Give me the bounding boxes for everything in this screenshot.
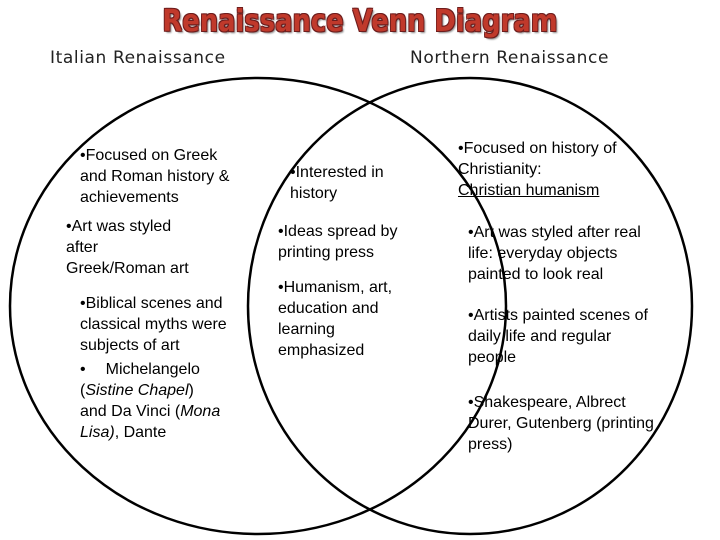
left-item-art-style: •Art was styled after Greek/Roman art (66, 218, 189, 277)
left-item-artists: • Michelangelo (Sistine Chapel) and Da Vinci (Mona Lisa), Dante (80, 361, 221, 441)
middle-item-history: •Interested in history (290, 164, 384, 202)
left-item-biblical: •Biblical scenes and classical myths were subjects of art (80, 295, 227, 354)
right-circle-label: Northern Renaissance (410, 48, 610, 68)
right-item-real-life: •Art was styled after real life: everyday objects painted to look real (468, 224, 641, 283)
left-circle-label: Italian Renaissance (50, 48, 226, 68)
middle-item-humanism: •Humanism, art, education and learning emphasized (278, 279, 393, 359)
middle-item-printing: •Ideas spread by printing press (278, 223, 398, 261)
left-item-greek-roman: •Focused on Greek and Roman history & achievements (80, 147, 230, 206)
right-item-daily-life: •Artists painted scenes of daily life and regular people (468, 307, 648, 366)
right-item-christianity: •Focused on history of Christianity: Christian humanism (458, 140, 617, 199)
diagram-title: Renaissance Venn Diagram (162, 4, 558, 39)
right-item-people: •Shakespeare, Albrect Durer, Gutenberg (printing press) (468, 394, 654, 453)
